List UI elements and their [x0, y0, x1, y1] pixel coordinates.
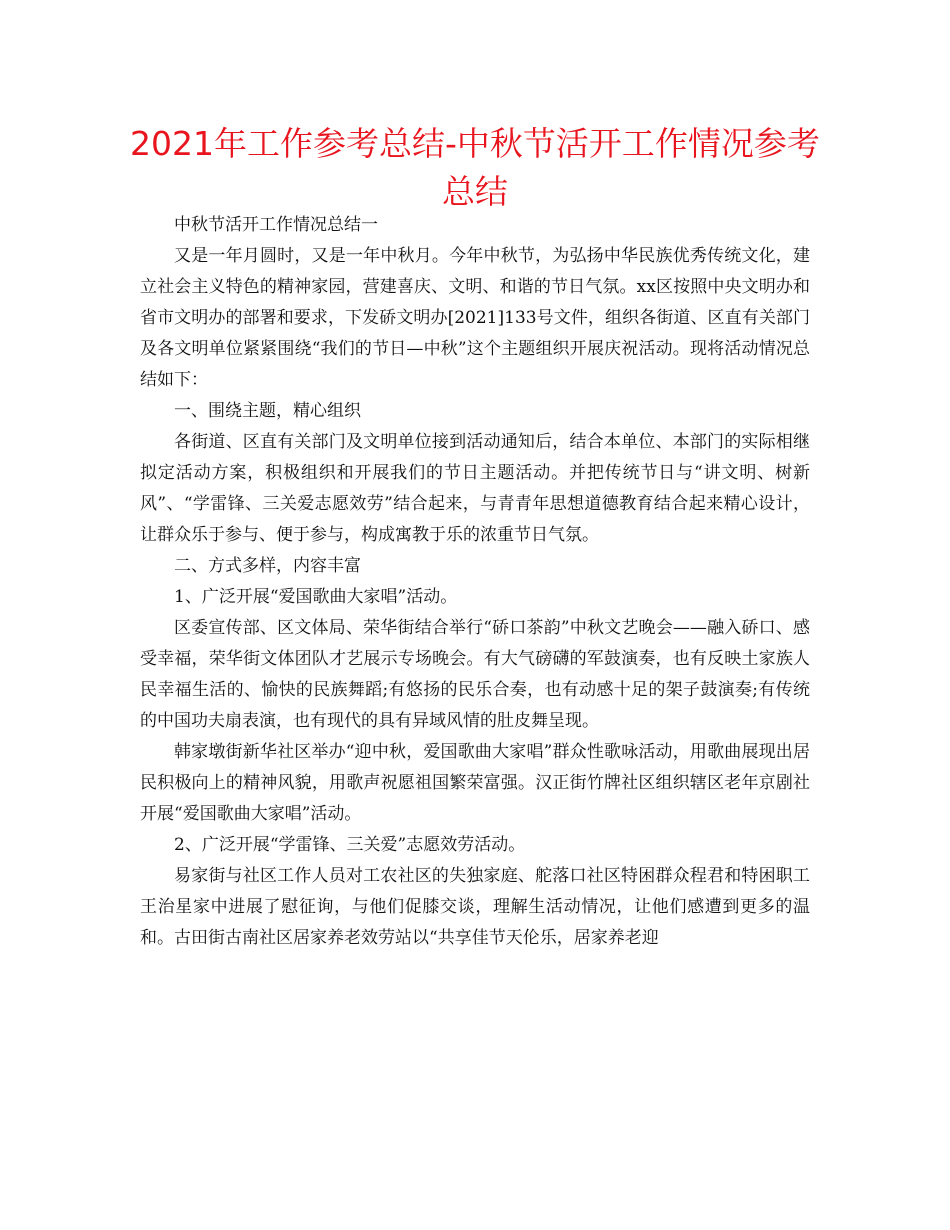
paragraph-organization: 各街道、区直有关部门及文明单位接到活动通知后，结合本单位、本部门的实际相继拟定活动方案，积极组织和开展我们的节日主题活动。并把传统节日与“讲文明、树新风”、“学雷锋、三关爱志愿效劳”结合起来，与青青年思想道德教育结合起来精心设计，让群众乐于参与、便于参与，构成寓教于乐的浓重节日气氛。	[140, 432, 810, 545]
paragraph-intro: 又是一年月圆时，又是一年中秋月。今年中秋节，为弘扬中华民族优秀传统文化，建立社会主义特色的精神家园，营建喜庆、文明、和谐的节日气氛。xx区按照中央文明办和省市文明办的部署和要求，下发硚文明办[2021]133号文件，组织各街道、区直有关部门及各文明单位紧紧围绕“我们的节日—中秋”这个主题组织开展庆祝活动。现将活动情况总结如下：	[140, 246, 810, 390]
document-title: 2021年工作参考总结-中秋节活开工作情况参考总结	[130, 124, 820, 211]
paragraph-gala: 区委宣传部、区文体局、荣华街结合举行“硚口茶韵”中秋文艺晚会——融入硚口、感受幸福，荣华街文体团队才艺展示专场晚会。有大气磅礴的军鼓演奏，也有反映土家族人民幸福生活的、愉快的民族舞蹈;有悠扬的民乐合奏，也有动感十足的架子鼓演奏;有传统的中国功夫扇表演，也有现代的具有异域风情的肚皮舞呈现。	[140, 618, 810, 731]
paragraph-singing: 韩家墩街新华社区举办“迎中秋，爱国歌曲大家唱”群众性歌咏活动，用歌曲展现出居民积极向上的精神风貌，用歌声祝愿祖国繁荣富强。汉正街竹牌社区组织辖区老年京剧社开展“爱国歌曲大家唱”活动。	[140, 742, 810, 824]
section-heading-summary-one: 中秋节活开工作情况总结一	[174, 215, 378, 235]
section-heading-one: 一、围绕主题，精心组织	[174, 401, 361, 421]
section-heading-two: 二、方式多样，内容丰富	[174, 556, 361, 576]
document-body	[140, 210, 810, 954]
paragraph-volunteer: 易家街与社区工作人员对工农社区的失独家庭、舵落口社区特困群众程君和特困职工王治星家中进展了慰征询，与他们促膝交谈，理解生活动情况，让他们感遭到更多的温和。古田街古南社区居家养老效劳站以“共享佳节天伦乐，居家养老迎	[140, 866, 810, 948]
subsection-heading-one: 1、广泛开展“爱国歌曲大家唱”活动。	[174, 587, 458, 607]
subsection-heading-two: 2、广泛开展“学雷锋、三关爱”志愿效劳活动。	[174, 835, 526, 855]
